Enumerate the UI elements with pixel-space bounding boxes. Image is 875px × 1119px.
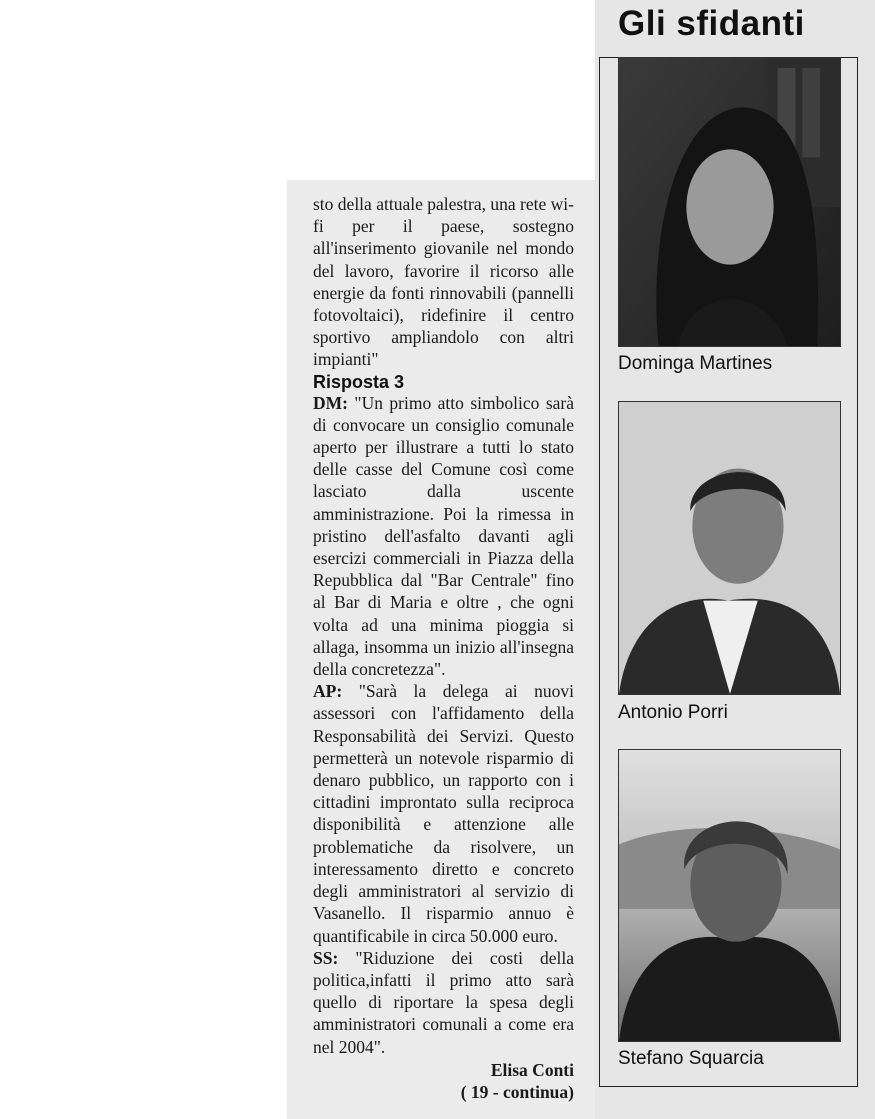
answer-ss: [313, 947, 574, 1058]
answer-text: "Sarà la delega ai nuovi assessori con l'affidamento della Responsabilità dei Servizi. Questo permetterà un notevole risparmio di denaro pubblico, un rapporto con i cittadini improntato sulla reciproca disponibilità e attenzione alle problematiche da risolvere, un interessamento diretto e concreto degli amministratori al servizio di Vasanello. Il risparmio annuo è quantificabile in circa 50.000 euro.: [313, 681, 574, 946]
candidate-name-3: Stefano Squarcia: [618, 1048, 764, 1069]
answer-dm: [313, 392, 574, 681]
answer-text: "Un primo atto simbolico sarà di convocare un consiglio comunale aperto per illustrare a tutti lo stato delle casse del Comune così come lasciato dalla uscente amministrazione. Poi la rimessa in pristino dell'asfalto davanti agli esercizi commerciali in Piazza della Repubblica dal "Bar Centrale" fino al Bar di Maria e oltre , che ogni volta ad una minima pioggia si allaga, insomma un inizio all'insegna della concretezza".: [313, 392, 574, 680]
article-author: Elisa Conti: [490, 1059, 574, 1080]
candidate-name-2: Antonio Porri: [618, 702, 728, 723]
candidate-photo-3: [618, 749, 841, 1042]
article-intro-paragraph: sto della attuale palestra, una rete wi-fi per il paese, sostegno all'inserimento giovanile nel mondo del lavoro, favorire il ricorso alle energie da fonti rinnovabili (pannelli fotovoltaici), ridefinire il centro sportivo ampliandolo con altri impianti": [313, 194, 574, 370]
answer-ap: [313, 680, 574, 946]
speaker-label: SS:: [313, 947, 339, 968]
speaker-label: AP:: [313, 681, 343, 702]
answer-text: "Riduzione dei costi della politica,infatti il primo atto sarà quello di riportare la spesa degli amministratori comunali a come era nel 2004".: [313, 947, 574, 1057]
candidate-name-1: Dominga Martines: [618, 353, 773, 374]
speaker-label: DM:: [313, 392, 348, 413]
article-series-note: ( 19 - continua): [460, 1081, 574, 1102]
candidate-photo-1: [618, 57, 841, 347]
sidebar-heading: Gli sfidanti: [618, 4, 805, 43]
article-column: [313, 193, 574, 1103]
candidate-photo-2: [618, 401, 841, 695]
article-subheading: Risposta 3: [313, 371, 405, 392]
